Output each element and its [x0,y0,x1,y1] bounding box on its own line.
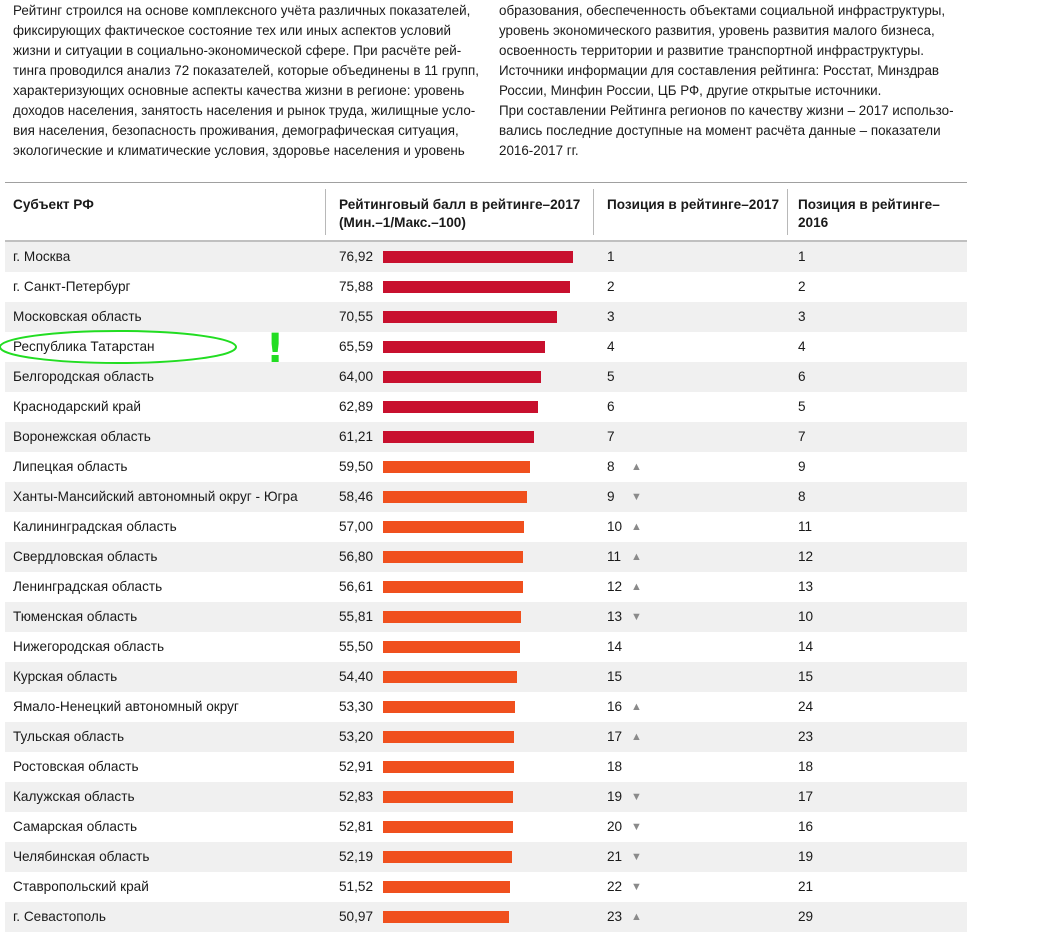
intro-line: вия населения, безопасность проживания, демографическая ситуация, [13,123,459,138]
subject-name: Калужская область [13,789,135,804]
subject-name: Ставропольский край [13,879,149,894]
position-2016: 5 [798,399,806,414]
intro-line: экологические и климатические условия, здоровье населения и уровень [13,143,465,158]
table-row [5,752,967,782]
position-2016: 6 [798,369,806,384]
score-bar [383,341,545,353]
subject-name: Белгородская область [13,369,155,384]
score-label: 65,59 [339,339,374,354]
intro-line: При составлении Рейтинга регионов по качеству жизни – 2017 использо- [499,103,954,118]
table-row [5,512,967,542]
position-2017: 14 [607,639,623,654]
subject-name: Воронежская область [13,429,151,444]
score-bar [383,371,541,383]
score-label: 64,00 [339,369,374,384]
subject-name: Краснодарский край [13,399,142,414]
position-2016: 3 [798,309,806,324]
score-bar [383,761,514,773]
score-label: 51,52 [339,879,374,894]
table-row [5,842,967,872]
position-2016: 21 [798,879,814,894]
position-2017: 5 [607,369,615,384]
subject-name: Челябинская область [13,849,150,864]
score-bar [383,461,530,473]
score-label: 52,19 [339,849,374,864]
trend-down-icon: ▼ [631,851,642,863]
intro-line: тинга проводился анализ 72 показателей, которые объединены в 11 групп, [13,63,479,78]
trend-up-icon: ▲ [631,521,642,533]
score-label: 75,88 [339,279,374,294]
score-bar [383,791,513,803]
table-row [5,572,967,602]
intro-right-column [499,1,961,161]
position-2016: 18 [798,759,814,774]
position-2016: 15 [798,669,814,684]
table-row [5,242,967,272]
table-row [5,482,967,512]
table-body [5,242,967,932]
table-row [5,872,967,902]
position-2016: 29 [798,909,814,924]
score-bar [383,581,523,593]
table-row [5,782,967,812]
score-bar [383,821,513,833]
subject-name: Свердловская область [13,549,158,564]
intro-line: 2016-2017 гг. [499,143,579,158]
position-2016: 14 [798,639,814,654]
score-bar [383,521,524,533]
score-label: 52,83 [339,789,374,804]
subject-name: г. Севастополь [13,909,106,924]
score-label: 62,89 [339,399,374,414]
score-bar [383,551,523,563]
trend-up-icon: ▲ [631,551,642,563]
position-2017: 20 [607,819,623,834]
position-2017: 7 [607,429,615,444]
subject-name: Ленинградская область [13,579,163,594]
subject-name: Липецкая область [13,459,128,474]
position-2017: 9 [607,489,615,504]
trend-up-icon: ▲ [631,701,642,713]
intro-left-column [13,1,485,161]
trend-down-icon: ▼ [631,821,642,833]
score-label: 57,00 [339,519,374,534]
position-2016: 11 [798,519,813,534]
subject-name: Нижегородская область [13,639,165,654]
subject-name: Ханты-Мансийский автономный округ - Югра [13,489,298,504]
position-2016: 23 [798,729,814,744]
subject-name: Тюменская область [13,609,138,624]
subject-name: Курская область [13,669,118,684]
header-pos-2016: Позиция в рейтинге–2016 [798,197,940,230]
score-bar [383,251,573,263]
intro-line: освоенность территории и развитие транспортной инфраструктуры. [499,43,924,58]
subject-name: Тульская область [13,729,125,744]
trend-up-icon: ▲ [631,461,642,473]
score-bar [383,701,515,713]
position-2017: 6 [607,399,615,414]
header-divider [787,189,788,235]
table-row [5,902,967,932]
position-2016: 13 [798,579,814,594]
header-score-line2: (Мин.–1/Макс.–100) [339,215,466,230]
position-2016: 17 [798,789,814,804]
score-bar [383,671,517,683]
score-label: 70,55 [339,309,374,324]
header-divider [593,189,594,235]
position-2016: 9 [798,459,806,474]
score-bar [383,611,521,623]
table-row [5,632,967,662]
position-2017: 17 [607,729,623,744]
position-2017: 11 [607,549,622,564]
position-2017: 10 [607,519,623,534]
position-2017: 2 [607,279,615,294]
score-label: 56,80 [339,549,374,564]
score-bar [383,881,510,893]
rating-table [5,182,967,932]
position-2016: 10 [798,609,814,624]
intro-line: вались последние доступные на момент расчёта данные – показатели [499,123,941,138]
subject-name: Ростовская область [13,759,139,774]
intro-line: жизни и ситуации в социально-экономической сфере. При расчёте рей- [13,43,462,58]
score-label: 53,20 [339,729,374,744]
trend-down-icon: ▼ [631,791,642,803]
intro-line: Источники информации для составления рейтинга: Росстат, Минздрав [499,63,940,78]
header-score [339,196,580,232]
trend-down-icon: ▼ [631,881,642,893]
score-label: 56,61 [339,579,374,594]
score-label: 58,46 [339,489,374,504]
subject-name: Республика Татарстан [13,339,155,354]
trend-down-icon: ▼ [631,491,642,503]
trend-up-icon: ▲ [631,581,642,593]
intro-line: характеризующих основные аспекты качества жизни в регионе: уровень [13,83,465,98]
position-2016: 12 [798,549,814,564]
score-label: 55,81 [339,609,374,624]
position-2016: 16 [798,819,814,834]
intro-line: уровень экономического развития, уровень развития малого бизнеса, [499,23,935,38]
subject-name: Самарская область [13,819,138,834]
subject-name: Ямало-Ненецкий автономный округ [13,699,239,714]
table-row [5,662,967,692]
position-2017: 13 [607,609,623,624]
table-row [5,332,967,362]
position-2017: 12 [607,579,623,594]
intro-line: доходов населения, занятость населения и рынок труда, жилищные усло- [13,103,476,118]
position-2017: 23 [607,909,623,924]
score-label: 52,81 [339,819,374,834]
table-row [5,302,967,332]
position-2017: 15 [607,669,623,684]
score-bar [383,731,514,743]
score-bar [383,491,527,503]
position-2017: 19 [607,789,623,804]
score-label: 61,21 [339,429,374,444]
table-row [5,722,967,752]
intro-line: образования, обеспеченность объектами социальной инфраструктуры, [499,3,946,18]
trend-up-icon: ▲ [631,911,642,923]
header-divider [325,189,326,235]
position-2016: 1 [798,249,806,264]
position-2017: 3 [607,309,615,324]
score-label: 52,91 [339,759,374,774]
score-label: 55,50 [339,639,374,654]
score-label: 53,30 [339,699,374,714]
score-bar [383,431,534,443]
intro-line: России, Минфин России, ЦБ РФ, другие открытые источники. [499,83,882,98]
score-bar [383,641,520,653]
table-row [5,692,967,722]
position-2016: 7 [798,429,806,444]
position-2017: 21 [607,849,623,864]
trend-down-icon: ▼ [631,611,642,623]
header-pos-2017: Позиция в рейтинге–2017 [607,197,780,212]
table-row [5,602,967,632]
score-label: 76,92 [339,249,374,264]
position-2017: 8 [607,459,615,474]
score-label: 50,97 [339,909,374,924]
intro-text [0,0,1063,170]
table-header [5,182,967,242]
position-2017: 16 [607,699,623,714]
position-2016: 8 [798,489,806,504]
position-2016: 19 [798,849,814,864]
score-bar [383,851,512,863]
score-bar [383,311,557,323]
table-row [5,812,967,842]
table-row [5,362,967,392]
table-row [5,542,967,572]
score-label: 54,40 [339,669,374,684]
intro-line: фиксирующих фактическое состояние тех или иных аспектов условий [13,23,451,38]
header-subject: Субъект РФ [13,197,94,212]
subject-name: Калининградская область [13,519,177,534]
table-row [5,422,967,452]
table-row [5,392,967,422]
score-bar [383,281,570,293]
header-score-line1: Рейтинговый балл в рейтинге–2017 [339,197,581,212]
exclamation-mark: ! [266,326,285,372]
subject-name: г. Санкт-Петербург [13,279,131,294]
position-2017: 18 [607,759,623,774]
subject-name: г. Москва [13,249,71,264]
position-2017: 4 [607,339,615,354]
score-bar [383,911,509,923]
table-row [5,272,967,302]
subject-name: Московская область [13,309,142,324]
score-bar [383,401,538,413]
trend-up-icon: ▲ [631,731,642,743]
position-2016: 4 [798,339,806,354]
position-2016: 24 [798,699,814,714]
position-2016: 2 [798,279,806,294]
position-2017: 1 [607,249,615,264]
intro-line: Рейтинг строился на основе комплексного учёта различных показателей, [13,3,471,18]
position-2017: 22 [607,879,623,894]
table-row [5,452,967,482]
score-label: 59,50 [339,459,374,474]
